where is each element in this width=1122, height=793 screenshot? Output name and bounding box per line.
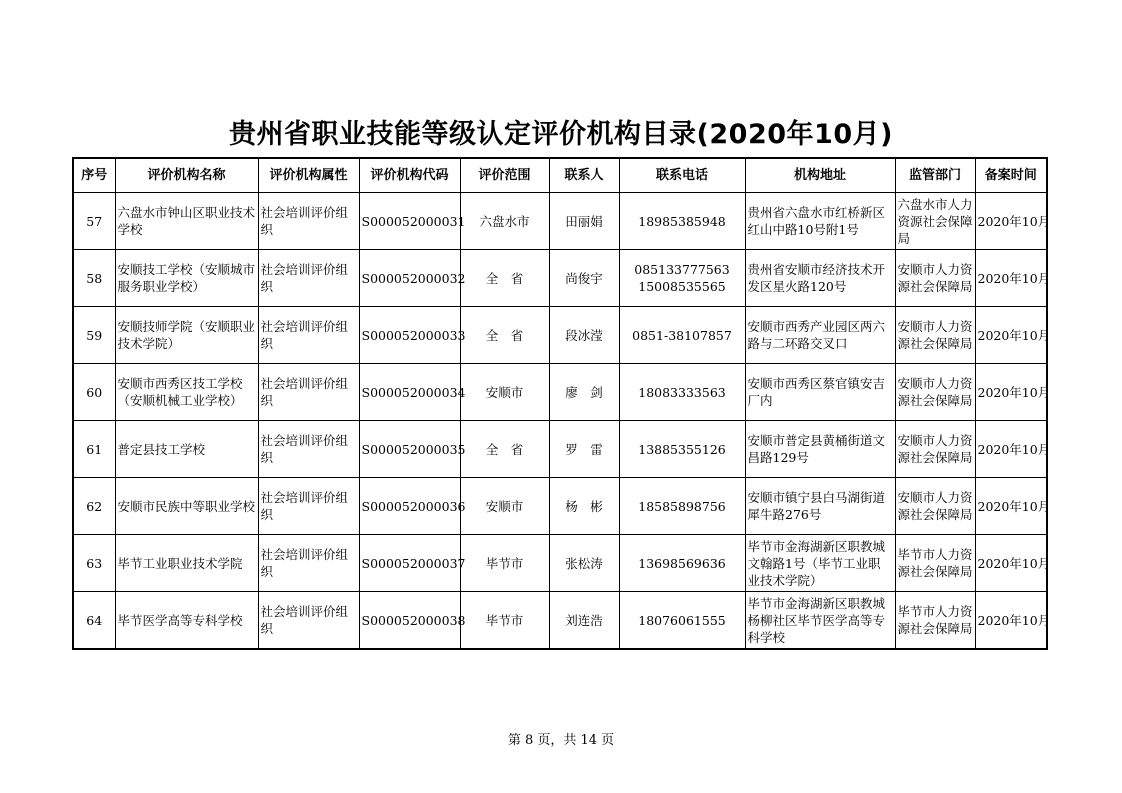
- contact-phone-cell: 18083333563: [619, 364, 745, 421]
- row-number-cell: 59: [73, 307, 115, 364]
- institution-name-cell: 普定县技工学校: [115, 421, 258, 478]
- supervising-department-cell: 安顺市人力资源社会保障局: [895, 307, 975, 364]
- table-row: [73, 307, 1047, 364]
- filing-date-cell: 2020年10月: [975, 535, 1047, 592]
- institution-code-cell: S000052000038: [359, 592, 460, 650]
- institution-address-cell: 安顺市普定县黄桶街道文昌路129号: [745, 421, 895, 478]
- supervising-department-cell: 安顺市人力资源社会保障局: [895, 364, 975, 421]
- evaluation-scope-cell: 全 省: [460, 307, 549, 364]
- contact-phone-cell: 18985385948: [619, 193, 745, 250]
- institution-name-cell: 安顺市民族中等职业学校: [115, 478, 258, 535]
- institution-name-cell: 安顺市西秀区技工学校（安顺机械工业学校）: [115, 364, 258, 421]
- institution-name-cell: 安顺技师学院（安顺职业技术学院）: [115, 307, 258, 364]
- filing-date-cell: 2020年10月: [975, 364, 1047, 421]
- institution-name-cell: 毕节医学高等专科学校: [115, 592, 258, 650]
- institution-attribute-cell: 社会培训评价组织: [258, 535, 359, 592]
- table-row: [73, 592, 1047, 650]
- evaluation-scope-cell: 全 省: [460, 250, 549, 307]
- institution-attribute-cell: 社会培训评价组织: [258, 364, 359, 421]
- institution-address-cell: 贵州省六盘水市红桥新区红山中路10号附1号: [745, 193, 895, 250]
- contact-person-cell: 张松涛: [549, 535, 619, 592]
- institution-address-cell: 安顺市西秀区蔡官镇安吉厂内: [745, 364, 895, 421]
- institution-code-cell: S000052000033: [359, 307, 460, 364]
- column-header: 备案时间: [975, 158, 1047, 193]
- column-header: 评价机构属性: [258, 158, 359, 193]
- institution-attribute-cell: 社会培训评价组织: [258, 592, 359, 650]
- supervising-department-cell: 安顺市人力资源社会保障局: [895, 478, 975, 535]
- institution-address-cell: 贵州省安顺市经济技术开发区星火路120号: [745, 250, 895, 307]
- contact-person-cell: 尚俊宇: [549, 250, 619, 307]
- institution-code-cell: S000052000037: [359, 535, 460, 592]
- column-header: 评价机构代码: [359, 158, 460, 193]
- evaluation-scope-cell: 毕节市: [460, 535, 549, 592]
- column-header: 监管部门: [895, 158, 975, 193]
- contact-phone-cell: 0851-38107857: [619, 307, 745, 364]
- institution-address-cell: 安顺市西秀产业园区两六路与二环路交叉口: [745, 307, 895, 364]
- contact-person-cell: 田丽娟: [549, 193, 619, 250]
- filing-date-cell: 2020年10月: [975, 592, 1047, 650]
- row-number-cell: 63: [73, 535, 115, 592]
- row-number-cell: 64: [73, 592, 115, 650]
- table-row: [73, 421, 1047, 478]
- table-row: [73, 364, 1047, 421]
- institution-address-cell: 毕节市金海湖新区职教城文翰路1号（毕节工业职业技术学院）: [745, 535, 895, 592]
- supervising-department-cell: 毕节市人力资源社会保障局: [895, 592, 975, 650]
- table-row: [73, 478, 1047, 535]
- institution-name-cell: 安顺技工学校（安顺城市服务职业学校）: [115, 250, 258, 307]
- institution-attribute-cell: 社会培训评价组织: [258, 250, 359, 307]
- institution-attribute-cell: 社会培训评价组织: [258, 421, 359, 478]
- evaluation-scope-cell: 毕节市: [460, 592, 549, 650]
- institution-code-cell: S000052000036: [359, 478, 460, 535]
- column-header: 序号: [73, 158, 115, 193]
- contact-phone-cell: 13698569636: [619, 535, 745, 592]
- evaluation-scope-cell: 六盘水市: [460, 193, 549, 250]
- table-row: [73, 535, 1047, 592]
- row-number-cell: 61: [73, 421, 115, 478]
- contact-phone-cell: 085133777563 15008535565: [619, 250, 745, 307]
- filing-date-cell: 2020年10月: [975, 478, 1047, 535]
- evaluation-scope-cell: 安顺市: [460, 364, 549, 421]
- institution-code-cell: S000052000031: [359, 193, 460, 250]
- institution-attribute-cell: 社会培训评价组织: [258, 478, 359, 535]
- row-number-cell: 58: [73, 250, 115, 307]
- institution-code-cell: S000052000035: [359, 421, 460, 478]
- page-footer: 第 8 页，共 14 页: [507, 733, 615, 748]
- directory-table: [72, 157, 1051, 650]
- institution-address-cell: 安顺市镇宁县白马湖街道犀牛路276号: [745, 478, 895, 535]
- institution-attribute-cell: 社会培训评价组织: [258, 307, 359, 364]
- filing-date-cell: 2020年10月: [975, 193, 1047, 250]
- table-body: [73, 193, 1051, 650]
- contact-person-cell: 罗 雷: [549, 421, 619, 478]
- institution-address-cell: 毕节市金海湖新区职教城杨柳社区毕节医学高等专科学校: [745, 592, 895, 650]
- column-header: 评价范围: [460, 158, 549, 193]
- filing-date-cell: 2020年10月: [975, 250, 1047, 307]
- institution-code-cell: S000052000032: [359, 250, 460, 307]
- supervising-department-cell: 六盘水市人力资源社会保障局: [895, 193, 975, 250]
- column-header: 联系人: [549, 158, 619, 193]
- contact-person-cell: 刘连浩: [549, 592, 619, 650]
- page-title: 贵州省职业技能等级认定评价机构目录(2020年10月): [229, 119, 893, 150]
- contact-phone-cell: 18076061555: [619, 592, 745, 650]
- row-number-cell: 60: [73, 364, 115, 421]
- column-header: 联系电话: [619, 158, 745, 193]
- supervising-department-cell: 安顺市人力资源社会保障局: [895, 250, 975, 307]
- evaluation-scope-cell: 安顺市: [460, 478, 549, 535]
- contact-person-cell: 段冰滢: [549, 307, 619, 364]
- table-row: [73, 250, 1047, 307]
- contact-person-cell: 杨 彬: [549, 478, 619, 535]
- institution-attribute-cell: 社会培训评价组织: [258, 193, 359, 250]
- evaluation-scope-cell: 全 省: [460, 421, 549, 478]
- row-number-cell: 62: [73, 478, 115, 535]
- column-header: 机构地址: [745, 158, 895, 193]
- contact-phone-cell: 18585898756: [619, 478, 745, 535]
- contact-phone-cell: 13885355126: [619, 421, 745, 478]
- institution-code-cell: S000052000034: [359, 364, 460, 421]
- institution-name-cell: 毕节工业职业技术学院: [115, 535, 258, 592]
- supervising-department-cell: 毕节市人力资源社会保障局: [895, 535, 975, 592]
- table-row: [73, 193, 1047, 250]
- filing-date-cell: 2020年10月: [975, 307, 1047, 364]
- table-header-row: [73, 158, 1047, 193]
- supervising-department-cell: 安顺市人力资源社会保障局: [895, 421, 975, 478]
- contact-person-cell: 廖 剑: [549, 364, 619, 421]
- filing-date-cell: 2020年10月: [975, 421, 1047, 478]
- row-number-cell: 57: [73, 193, 115, 250]
- institution-name-cell: 六盘水市钟山区职业技术学校: [115, 193, 258, 250]
- column-header: 评价机构名称: [115, 158, 258, 193]
